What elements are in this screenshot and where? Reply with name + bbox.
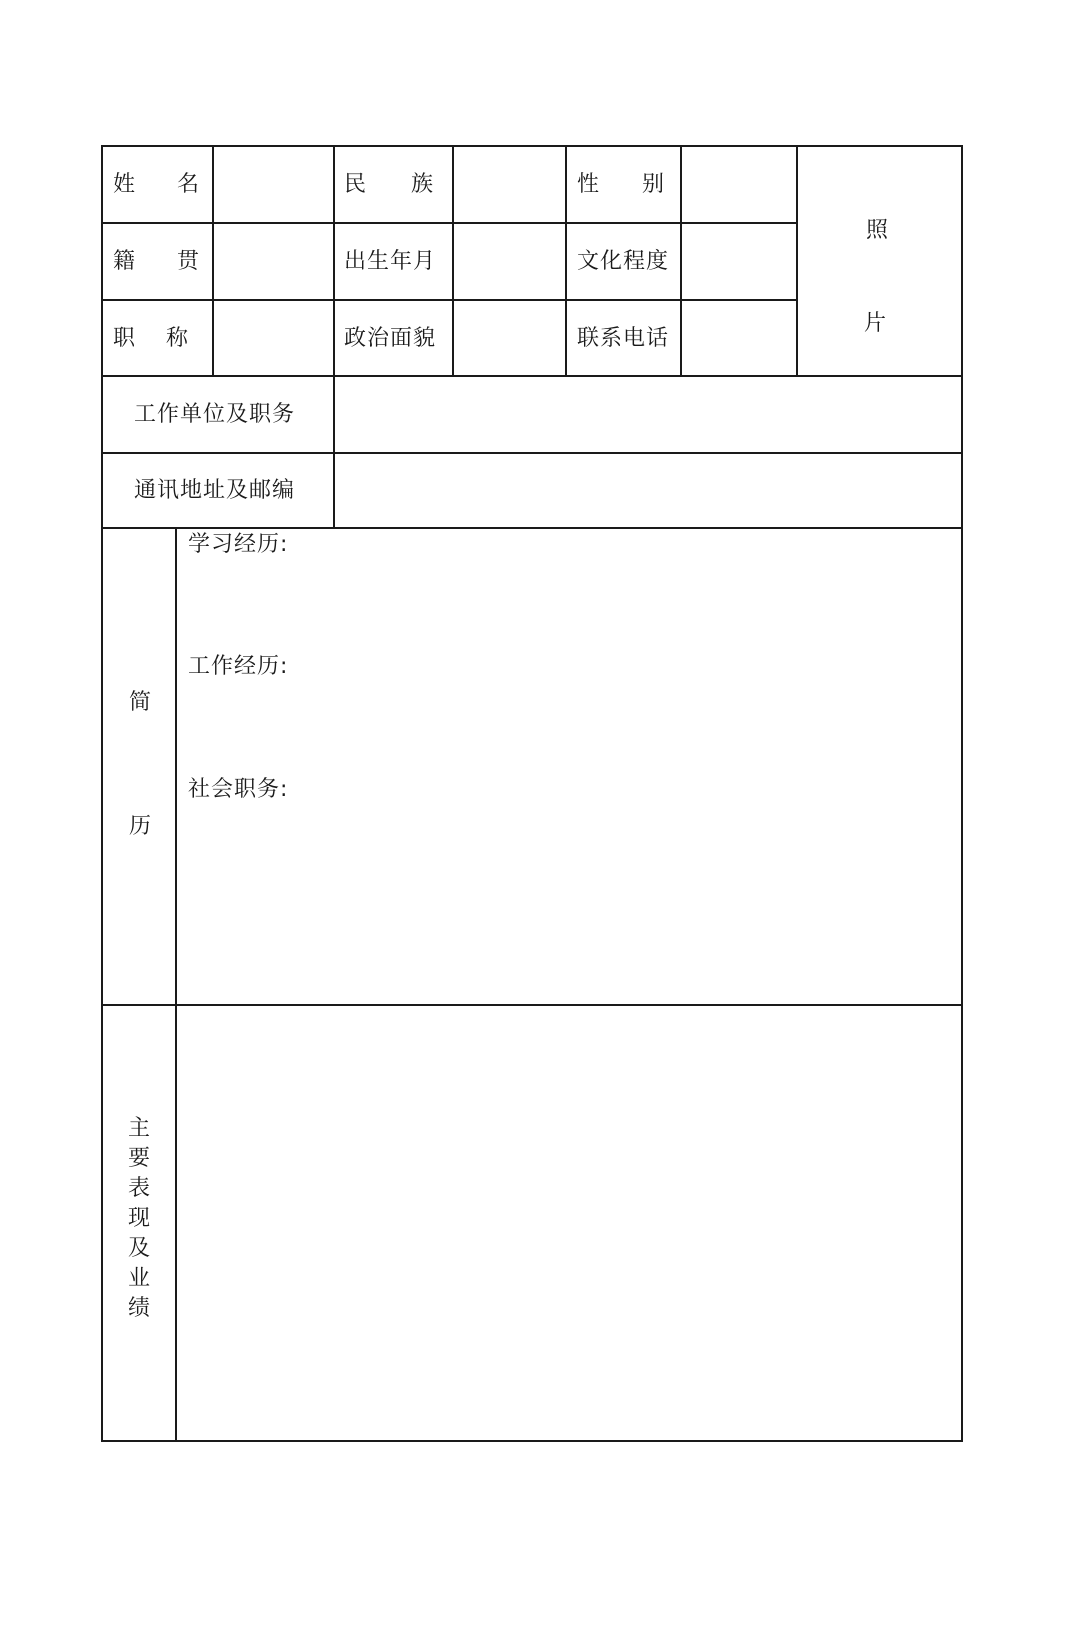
native-place-label-char-1: 籍 [113, 249, 137, 274]
col-divider-2 [333, 145, 335, 529]
ethnicity-label-char-1: 民 [344, 172, 368, 197]
table-border-right [961, 145, 963, 1442]
row-divider-1 [102, 222, 796, 224]
gender-label-char-2: 别 [642, 172, 666, 197]
col-divider-section [175, 527, 177, 1442]
col-divider-photo [796, 145, 798, 377]
resume-label-char-1: 简 [129, 690, 153, 715]
birth-date-label: 出生年月 [344, 249, 437, 274]
row-divider-5 [102, 527, 962, 529]
job-title-label-char-1: 职 [113, 326, 137, 351]
table-border-bottom [102, 1440, 962, 1442]
col-divider-1 [212, 145, 214, 377]
address-postcode-label: 通讯地址及邮编 [134, 478, 296, 503]
photo-label-char-1: 照 [866, 218, 890, 243]
table-border-top [102, 145, 962, 147]
phone-label: 联系电话 [577, 326, 670, 351]
name-label-char-1: 姓 [113, 172, 137, 197]
row-divider-3 [102, 375, 962, 377]
col-divider-4 [565, 145, 567, 377]
employer-position-label: 工作单位及职务 [134, 402, 296, 427]
col-divider-5 [680, 145, 682, 377]
social-positions-label: 社会职务: [188, 777, 289, 802]
photo-label-char-2: 片 [864, 311, 888, 336]
education-label: 文化程度 [577, 249, 670, 274]
row-divider-6 [102, 1004, 962, 1006]
job-title-label-char-2: 称 [166, 326, 190, 351]
native-place-label-char-2: 贯 [177, 249, 201, 274]
col-divider-3 [452, 145, 454, 377]
work-history-label: 工作经历: [188, 654, 289, 679]
study-history-label: 学习经历: [188, 532, 289, 557]
resume-label-char-2: 历 [129, 814, 153, 839]
row-divider-2 [102, 299, 796, 301]
performance-label: 主要表现及业绩 [127, 1116, 150, 1321]
row-divider-4 [102, 452, 962, 454]
table-border-left [101, 145, 103, 1442]
ethnicity-label-char-2: 族 [411, 172, 435, 197]
political-status-label: 政治面貌 [344, 326, 437, 351]
name-label-char-2: 名 [177, 172, 201, 197]
gender-label-char-1: 性 [577, 172, 601, 197]
